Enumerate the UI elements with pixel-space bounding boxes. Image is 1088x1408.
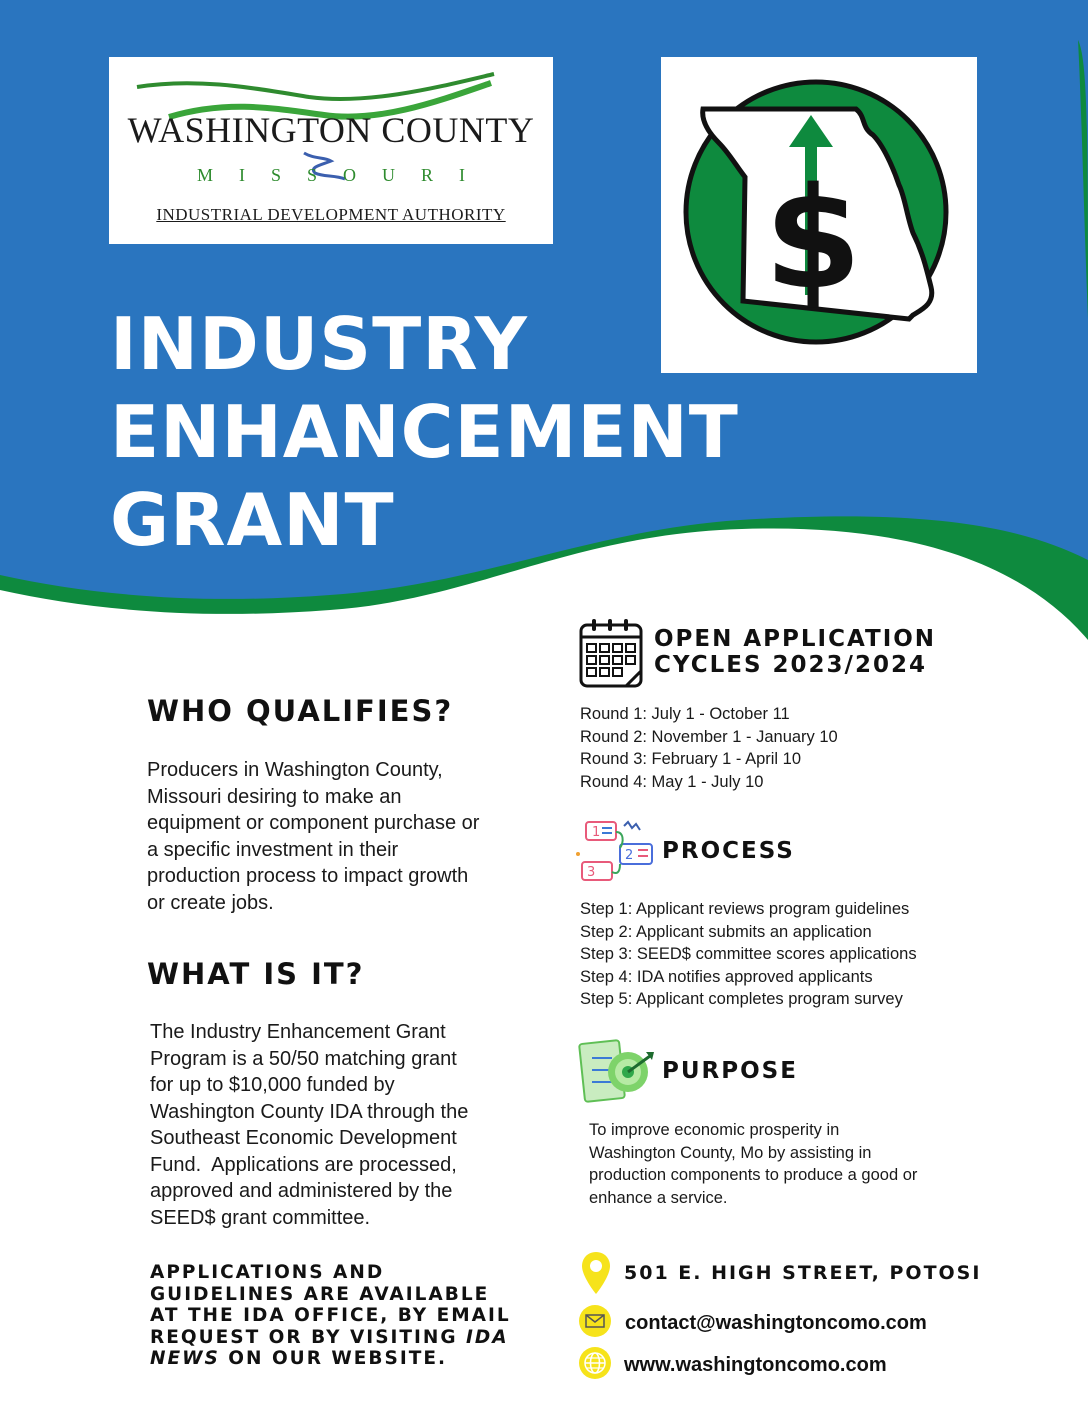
ida-news-link-part: NEWS <box>150 1348 220 1369</box>
step-item: Step 1: Applicant reviews program guidelines <box>580 900 910 918</box>
purpose-text <box>589 1119 917 1209</box>
cycles-heading <box>654 626 936 678</box>
purpose-line: enhance a service. <box>589 1188 728 1207</box>
what-is-it-text <box>150 1019 530 1231</box>
headline <box>110 300 810 564</box>
step-item: Step 3: SEED$ committee scores applications <box>580 945 917 964</box>
what-line: Washington County IDA through the <box>150 1100 469 1123</box>
cta-line: AT THE IDA OFFICE, BY EMAIL <box>150 1305 511 1326</box>
purpose-heading: PURPOSE <box>662 1058 798 1084</box>
target-checklist-icon <box>576 1038 656 1108</box>
applications-callout <box>150 1262 530 1370</box>
who-line: a specific investment in their <box>147 838 399 861</box>
svg-text:3: 3 <box>587 865 596 880</box>
cta-text: REQUEST OR BY VISITING <box>150 1326 467 1348</box>
process-steps-icon <box>572 818 658 884</box>
purpose-line: production components to produce a good or <box>589 1166 918 1185</box>
what-line: Program is a 50/50 matching grant <box>150 1047 457 1070</box>
location-pin-icon <box>580 1250 612 1296</box>
what-line: Fund. Applications are processed, <box>150 1153 457 1176</box>
website-link[interactable]: www.washingtoncomo.com <box>624 1354 887 1376</box>
what-line: for up to $10,000 funded by <box>150 1074 395 1096</box>
address-text: 501 E. HIGH STREET, POTOSI <box>624 1262 982 1284</box>
ida-news-link-part: IDA <box>466 1326 509 1348</box>
headline-line-3: GRANT <box>110 478 395 562</box>
round-item: Round 3: February 1 - April 10 <box>580 750 802 769</box>
svg-text:$: $ <box>764 158 862 321</box>
who-line: or create jobs. <box>147 891 274 914</box>
purpose-line: Washington County, Mo by assisting in <box>589 1143 872 1162</box>
step-item: Step 2: Applicant submits an application <box>580 922 872 941</box>
who-line: production process to impact growth <box>147 865 469 887</box>
who-qualifies-text <box>147 757 527 916</box>
round-item: Round 1: July 1 - October 11 <box>580 705 790 723</box>
logo-subtitle: INDUSTRIAL DEVELOPMENT AUTHORITY <box>156 205 506 224</box>
email-icon <box>578 1304 612 1338</box>
logo-state: MISSOURI <box>196 165 492 185</box>
step-item: Step 5: Applicant completes program survey <box>580 990 903 1009</box>
round-item: Round 4: May 1 - July 10 <box>580 772 764 791</box>
svg-text:2: 2 <box>625 848 634 863</box>
cta-line: APPLICATIONS AND <box>150 1262 385 1283</box>
cycles-heading-line-2: CYCLES 2023/2024 <box>654 652 927 678</box>
calendar-icon <box>578 617 644 689</box>
email-link[interactable]: contact@washingtoncomo.com <box>625 1312 927 1334</box>
headline-line-2: ENHANCEMENT <box>110 390 739 474</box>
svg-text:1: 1 <box>592 825 601 840</box>
what-line: Southeast Economic Development <box>150 1127 457 1149</box>
steps-list <box>580 898 917 1011</box>
rounds-list <box>580 703 838 793</box>
what-line: approved and administered by the <box>150 1180 453 1202</box>
what-is-it-heading: WHAT IS IT? <box>147 957 365 991</box>
washington-county-ida-logo <box>109 57 553 244</box>
what-line: The Industry Enhancement Grant <box>150 1021 446 1043</box>
logo-title: WASHINGTON COUNTY <box>127 110 535 150</box>
process-heading: PROCESS <box>662 838 795 864</box>
purpose-line: To improve economic prosperity in <box>589 1121 840 1139</box>
who-qualifies-heading: WHO QUALIFIES? <box>147 694 454 728</box>
round-item: Round 2: November 1 - January 10 <box>580 727 838 746</box>
globe-icon <box>578 1346 612 1380</box>
who-line: Producers in Washington County, <box>147 759 443 781</box>
cta-line <box>150 1327 530 1349</box>
what-line: SEED$ grant committee. <box>150 1206 371 1229</box>
cta-line <box>150 1348 530 1370</box>
cycles-heading-line-1: OPEN APPLICATION <box>654 626 937 652</box>
cta-text: ON OUR WEBSITE. <box>219 1348 448 1369</box>
headline-line-1: INDUSTRY <box>110 302 528 386</box>
step-item: Step 4: IDA notifies approved applicants <box>580 967 873 986</box>
cta-line: GUIDELINES ARE AVAILABLE <box>150 1283 490 1305</box>
who-line: Missouri desiring to make an <box>147 785 402 808</box>
who-line: equipment or component purchase or <box>147 812 480 834</box>
